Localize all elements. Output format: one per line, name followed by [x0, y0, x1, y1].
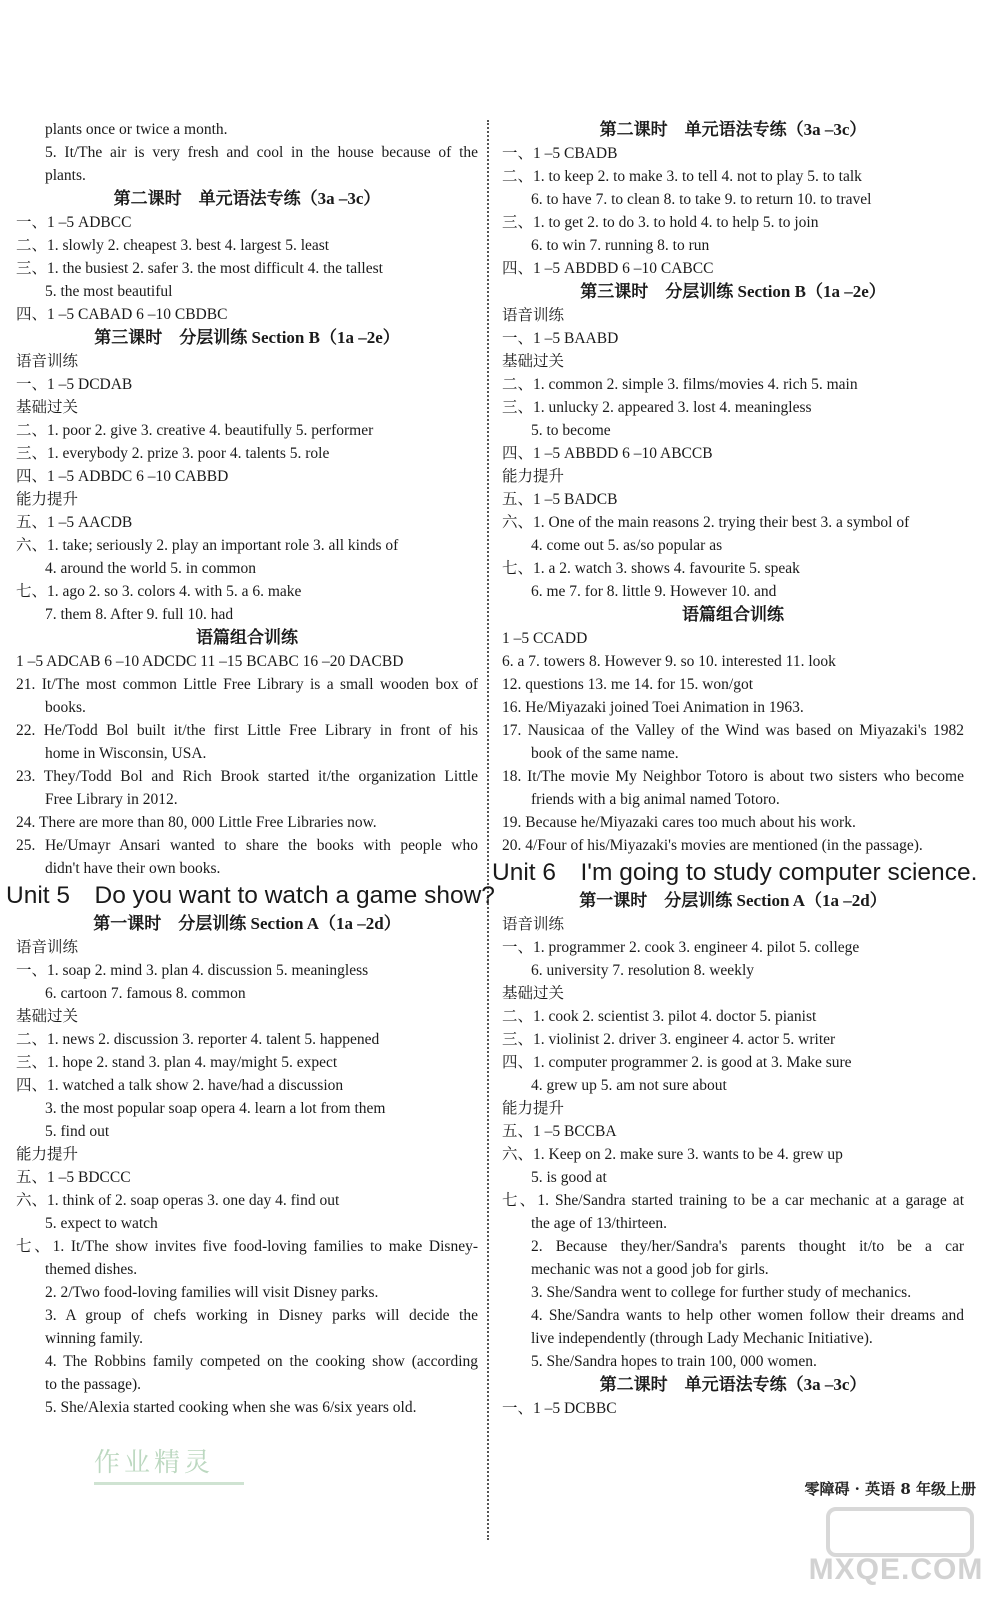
answer-line: 5. She/Sandra hopes to train 100, 000 women. [531, 1353, 817, 1370]
answer-line: 6. to have 7. to clean 8. to take 9. to return 10. to travel [531, 191, 872, 208]
answer-line: 六、1. Keep on 2. make sure 3. wants to be 4. grew up [502, 1146, 843, 1163]
section-heading: 第一课时 分层训练 Section A（1a –2d） [579, 891, 887, 910]
answer-line: 能力提升 [16, 1146, 79, 1163]
answer-line: 5. expect to watch [45, 1215, 158, 1232]
answer-line: plants. [45, 167, 86, 184]
answer-line: 一、1 –5 ADBCC [16, 214, 132, 231]
answer-line: 语音训练 [502, 307, 565, 324]
stamp-watermark [94, 1442, 244, 1485]
answer-line: 二、1. poor 2. give 3. creative 4. beautifully 5. performer [16, 422, 374, 439]
answer-line: 21. It/The most common Little Free Library is a small wooden box of [16, 676, 478, 693]
answer-line: 二、1. common 2. simple 3. films/movies 4. rich 5. main [502, 376, 858, 393]
answer-line: 三、1. the busiest 2. safer 3. the most difficult 4. the tallest [16, 260, 383, 277]
answer-line: 4. around the world 5. in common [45, 560, 256, 577]
answer-line: 六、1. think of 2. soap operas 3. one day 4. find out [16, 1192, 340, 1209]
answer-line: to the passage). [45, 1376, 141, 1393]
section-heading: 语篇组合训练 [682, 605, 784, 624]
answer-line: 19. Because he/Miyazaki cares too much about his work. [502, 814, 856, 831]
answer-line: 6. a 7. towers 8. However 9. so 10. interested 11. look [502, 653, 836, 670]
answer-line: 基础过关 [16, 399, 79, 416]
answer-line: home in Wisconsin, USA. [45, 745, 207, 762]
answer-line: 16. He/Miyazaki joined Toei Animation in 1963. [502, 699, 804, 716]
answer-line: 四、1 –5 ABBDD 6 –10 ABCCB [502, 445, 713, 462]
answer-line: 六、1. One of the main reasons 2. trying their best 3. a symbol of [502, 514, 910, 531]
answer-line: mechanic was not a good job for girls. [531, 1261, 769, 1278]
answer-line: 三、1. unlucky 2. appeared 3. lost 4. meaningless [502, 399, 812, 416]
answer-line: 四、1. computer programmer 2. is good at 3. Make sure [502, 1054, 852, 1071]
answer-line: 1 –5 ADCAB 6 –10 ADCDC 11 –15 BCABC 16 –20 DACBD [16, 653, 404, 670]
answer-line: 能力提升 [16, 491, 79, 508]
answer-line: 语音训练 [502, 916, 565, 933]
answer-line: 能力提升 [502, 1100, 565, 1117]
answer-line: 六、1. take; seriously 2. play an important role 3. all kinds of [16, 537, 399, 554]
answer-line: 四、1 –5 ADBDC 6 –10 CABBD [16, 468, 229, 485]
answer-line: the age of 13/thirteen. [531, 1215, 668, 1232]
answer-line: 四、1 –5 CABAD 6 –10 CBDBC [16, 306, 228, 323]
answer-line: 5. to become [531, 422, 611, 439]
answer-line: winning family. [45, 1330, 144, 1347]
answer-line: plants once or twice a month. [45, 121, 228, 138]
answer-line: 五、1 –5 AACDB [16, 514, 133, 531]
answer-line: 五、1 –5 BCCBA [502, 1123, 617, 1140]
stamp-text: 作业精灵 [94, 1448, 215, 1478]
answer-line: 三、1. violinist 2. driver 3. engineer 4. actor 5. writer [502, 1031, 836, 1048]
watermark-text: MXQE.COM [808, 1553, 984, 1586]
answer-line: 语音训练 [16, 353, 79, 370]
answer-line: Free Library in 2012. [45, 791, 178, 808]
answer-line: 一、1. soap 2. mind 3. plan 4. discussion 5. meaningless [16, 962, 369, 979]
right-column [492, 118, 978, 1420]
answer-line: 一、1. programmer 2. cook 3. engineer 4. pilot 5. college [502, 939, 860, 956]
answer-line: 12. questions 13. me 14. for 15. won/got [502, 676, 753, 693]
answer-line: 6. to win 7. running 8. to run [531, 237, 710, 254]
site-watermark [808, 1505, 984, 1587]
answer-line: 七、1. ago 2. so 3. colors 4. with 5. a 6. make [16, 583, 302, 600]
answer-line: friends with a big animal named Totoro. [531, 791, 780, 808]
answer-line: 4. come out 5. as/so popular as [531, 537, 723, 554]
answer-line: 一、1 –5 DCDAB [16, 376, 133, 393]
answer-line: 3. the most popular soap opera 4. learn a lot from them [45, 1100, 386, 1117]
answer-line: book of the same name. [531, 745, 679, 762]
answer-line: 1 –5 CCADD [502, 630, 588, 647]
answer-line: 22. He/Todd Bol built it/the first Little Free Library in front of his [16, 722, 478, 739]
answer-line: 基础过关 [502, 985, 565, 1002]
answer-line: 基础过关 [16, 1008, 79, 1025]
section-heading: 第三课时 分层训练 Section B（1a –2e） [94, 328, 400, 347]
section-heading: 第二课时 单元语法专练（3a –3c） [599, 1375, 867, 1394]
answer-line: 基础过关 [502, 353, 565, 370]
answer-line: 6. cartoon 7. famous 8. common [45, 985, 246, 1002]
section-heading: 第二课时 单元语法专练（3a –3c） [113, 189, 381, 208]
answer-line: 二、1. to keep 2. to make 3. to tell 4. not to play 5. to talk [502, 168, 862, 185]
section-heading: 第三课时 分层训练 Section B（1a –2e） [580, 282, 886, 301]
answer-line: 4. She/Sandra wants to help other women follow their dreams and [531, 1307, 964, 1324]
answer-line: 6. university 7. resolution 8. weekly [531, 962, 754, 979]
answer-line: 20. 4/Four of his/Miyazaki's movies are mentioned (in the passage). [502, 837, 923, 854]
answer-line: 四、1 –5 ABDBD 6 –10 CABCC [502, 260, 714, 277]
answer-line: 4. The Robbins family competed on the cooking show (according [45, 1353, 478, 1370]
answer-line: 三、1. hope 2. stand 3. plan 4. may/might 5. expect [16, 1054, 338, 1071]
answer-line: 七、1. It/The show invites five food-loving families to make Disney- [16, 1238, 478, 1255]
answer-line: 7. them 8. After 9. full 10. had [45, 606, 234, 623]
answer-line: 5. the most beautiful [45, 283, 173, 300]
unit-title: Unit 6 I'm going to study computer science. [492, 859, 978, 886]
answer-line: 二、1. news 2. discussion 3. reporter 4. talent 5. happened [16, 1031, 380, 1048]
answer-line: 24. There are more than 80, 000 Little Free Libraries now. [16, 814, 377, 831]
answer-line: 一、1 –5 CBADB [502, 145, 618, 162]
answer-line: 25. He/Umayr Ansari wanted to share the books with people who [16, 837, 478, 854]
answer-logo-icon [826, 1507, 974, 1557]
answer-line: 三、1. everybody 2. prize 3. poor 4. talents 5. role [16, 445, 330, 462]
answer-line: live independently (through Lady Mechanic Initiative). [531, 1330, 873, 1347]
answer-line: 2. Because they/her/Sandra's parents thought it/to be a car [531, 1238, 964, 1255]
column-divider [487, 120, 489, 1540]
answer-line: 3. A group of chefs working in Disney parks will decide the [45, 1307, 478, 1324]
answer-line: 七、1. a 2. watch 3. shows 4. favourite 5. speak [502, 560, 800, 577]
answer-line: 一、1 –5 DCBBC [502, 1400, 617, 1417]
unit-title: Unit 5 Do you want to watch a game show? [6, 882, 495, 909]
answer-line: 3. She/Sandra went to college for further study of mechanics. [531, 1284, 912, 1301]
answer-line: 五、1 –5 BDCCC [16, 1169, 131, 1186]
answer-line: 七、1. She/Sandra started training to be a car mechanic at a garage at [502, 1192, 964, 1209]
answer-line: 能力提升 [502, 468, 565, 485]
page-footer: 零障碍 · 英语 8 年级上册 [804, 1480, 976, 1498]
answer-line: 二、1. slowly 2. cheapest 3. best 4. largest 5. least [16, 237, 330, 254]
answer-line: 17. Nausicaa of the Valley of the Wind was based on Miyazaki's 1982 [502, 722, 964, 739]
answer-line: 6. me 7. for 8. little 9. However 10. and [531, 583, 777, 600]
section-heading: 第二课时 单元语法专练（3a –3c） [599, 120, 867, 139]
answer-line: 五、1 –5 BADCB [502, 491, 618, 508]
section-heading: 第一课时 分层训练 Section A（1a –2d） [93, 914, 401, 933]
answer-line: 二、1. cook 2. scientist 3. pilot 4. doctor 5. pianist [502, 1008, 817, 1025]
answer-line: 5. is good at [531, 1169, 607, 1186]
answer-line: 5. find out [45, 1123, 110, 1140]
answer-line: 四、1. watched a talk show 2. have/had a discussion [16, 1077, 344, 1094]
answer-line: 三、1. to get 2. to do 3. to hold 4. to help 5. to join [502, 214, 819, 231]
answer-line: books. [45, 699, 86, 716]
answer-line: 语音训练 [16, 939, 79, 956]
answer-line: 一、1 –5 BAABD [502, 330, 619, 347]
answer-line: 18. It/The movie My Neighbor Totoro is about two sisters who become [502, 768, 964, 785]
section-heading: 语篇组合训练 [196, 628, 298, 647]
left-column [6, 118, 495, 1419]
answer-line: 5. She/Alexia started cooking when she was 6/six years old. [45, 1399, 417, 1416]
answer-line: didn't have their own books. [45, 860, 221, 877]
answer-line: 4. grew up 5. am not sure about [531, 1077, 727, 1094]
answer-line: themed dishes. [45, 1261, 138, 1278]
answer-line: 2. 2/Two food-loving families will visit Disney parks. [45, 1284, 379, 1301]
answer-line: 23. They/Todd Bol and Rich Brook started it/the organization Little [16, 768, 478, 785]
answer-line: 5. It/The air is very fresh and cool in the house because of the [45, 144, 478, 161]
